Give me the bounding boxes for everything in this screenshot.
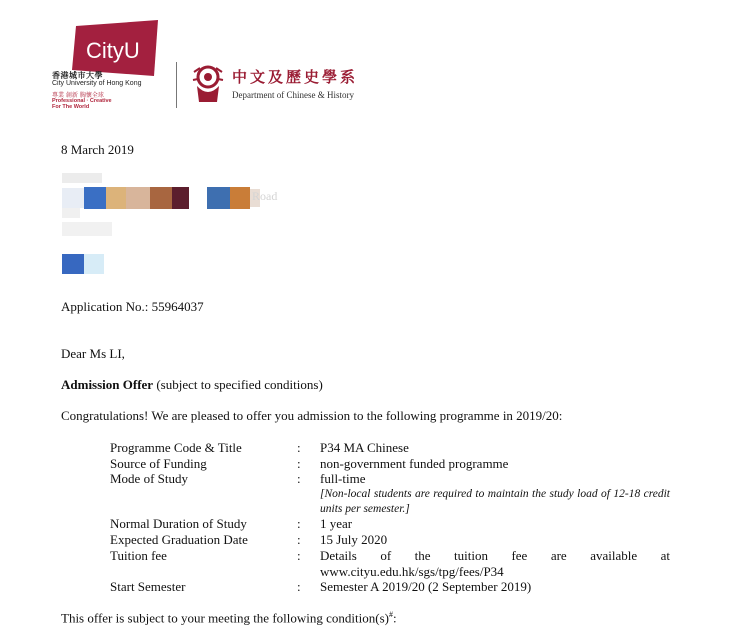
detail-value: full-time — [320, 471, 366, 486]
detail-value: non-government funded programme — [320, 456, 509, 471]
detail-label: Tuition fee — [110, 548, 167, 563]
detail-value-group — [320, 471, 670, 517]
detail-colon: : — [297, 471, 301, 486]
condition-mark: # — [388, 610, 393, 619]
cityu-logo — [72, 20, 158, 76]
cityu-logo-text: CityU — [86, 38, 140, 63]
detail-colon: : — [297, 440, 301, 455]
redaction-bar — [62, 188, 84, 208]
redaction-bar — [84, 187, 106, 209]
cityu-motto-en — [52, 98, 112, 110]
tuition-fee-link[interactable]: www.cityu.edu.hk/sgs/tpg/fees/P34 — [320, 564, 504, 579]
detail-label: Expected Graduation Date — [110, 532, 248, 547]
redaction-bar — [62, 222, 112, 236]
detail-note: [Non-local students are required to maintain the study load of 12-18 credit units per semester.] — [320, 488, 670, 515]
application-number: Application No.: 55964037 — [61, 299, 204, 314]
congratulations-text: Congratulations! We are pleased to offer you admission to the following programme in 2019/20: — [61, 408, 563, 423]
detail-label: Source of Funding — [110, 456, 207, 471]
detail-label: Start Semester — [110, 579, 186, 594]
department-name-zh: 中文及歷史學系 — [232, 68, 359, 86]
redaction-bar — [62, 173, 102, 183]
detail-colon: : — [297, 456, 301, 471]
detail-value-group — [320, 548, 670, 580]
offer-heading — [61, 377, 323, 393]
detail-label: Normal Duration of Study — [110, 516, 247, 531]
detail-label: Mode of Study — [110, 471, 188, 486]
redaction-bar — [172, 187, 189, 209]
detail-colon: : — [297, 532, 301, 547]
cityu-name-en: City University of Hong Kong — [52, 80, 142, 87]
detail-colon: : — [297, 548, 301, 563]
address-fragment: Road — [252, 189, 278, 203]
cityu-name-zh: 香港城市大學 — [52, 71, 103, 80]
cityu-motto-en-line-1: Professional · Creative — [52, 98, 112, 104]
redaction-bar — [126, 187, 150, 209]
condition-body: This offer is subject to your meeting the following condition(s) — [61, 610, 389, 626]
department-emblem-icon — [191, 64, 225, 104]
offer-note: (subject to specified conditions) — [156, 377, 323, 392]
offer-title: Admission Offer — [61, 377, 154, 392]
redaction-bar — [207, 187, 230, 209]
greeting: Dear Ms LI, — [61, 346, 125, 361]
department-name-en: Department of Chinese & History — [232, 90, 354, 100]
letter-date: 8 March 2019 — [61, 142, 134, 157]
detail-colon: : — [297, 516, 301, 531]
condition-end: : — [392, 610, 397, 626]
detail-value: Details of the tuition fee are available at — [320, 548, 670, 563]
cityu-motto-en-line-2: For The World — [52, 104, 90, 110]
redaction-bar — [150, 187, 172, 209]
redaction-bar — [230, 187, 250, 209]
cityu-motto-zh: 專業 創新 胸懷全球 — [52, 92, 104, 99]
logo-divider — [176, 62, 177, 108]
redaction-bar — [84, 254, 104, 274]
redaction-bar — [62, 254, 84, 274]
redaction-bar — [106, 187, 126, 209]
detail-value: P34 MA Chinese — [320, 440, 409, 455]
redaction-bar — [62, 208, 80, 218]
detail-value: 1 year — [320, 516, 353, 531]
detail-value: 15 July 2020 — [320, 532, 388, 547]
detail-value: Semester A 2019/20 (2 September 2019) — [320, 579, 532, 594]
detail-label: Programme Code & Title — [110, 440, 242, 455]
condition-text — [61, 610, 397, 626]
detail-colon: : — [297, 579, 301, 594]
